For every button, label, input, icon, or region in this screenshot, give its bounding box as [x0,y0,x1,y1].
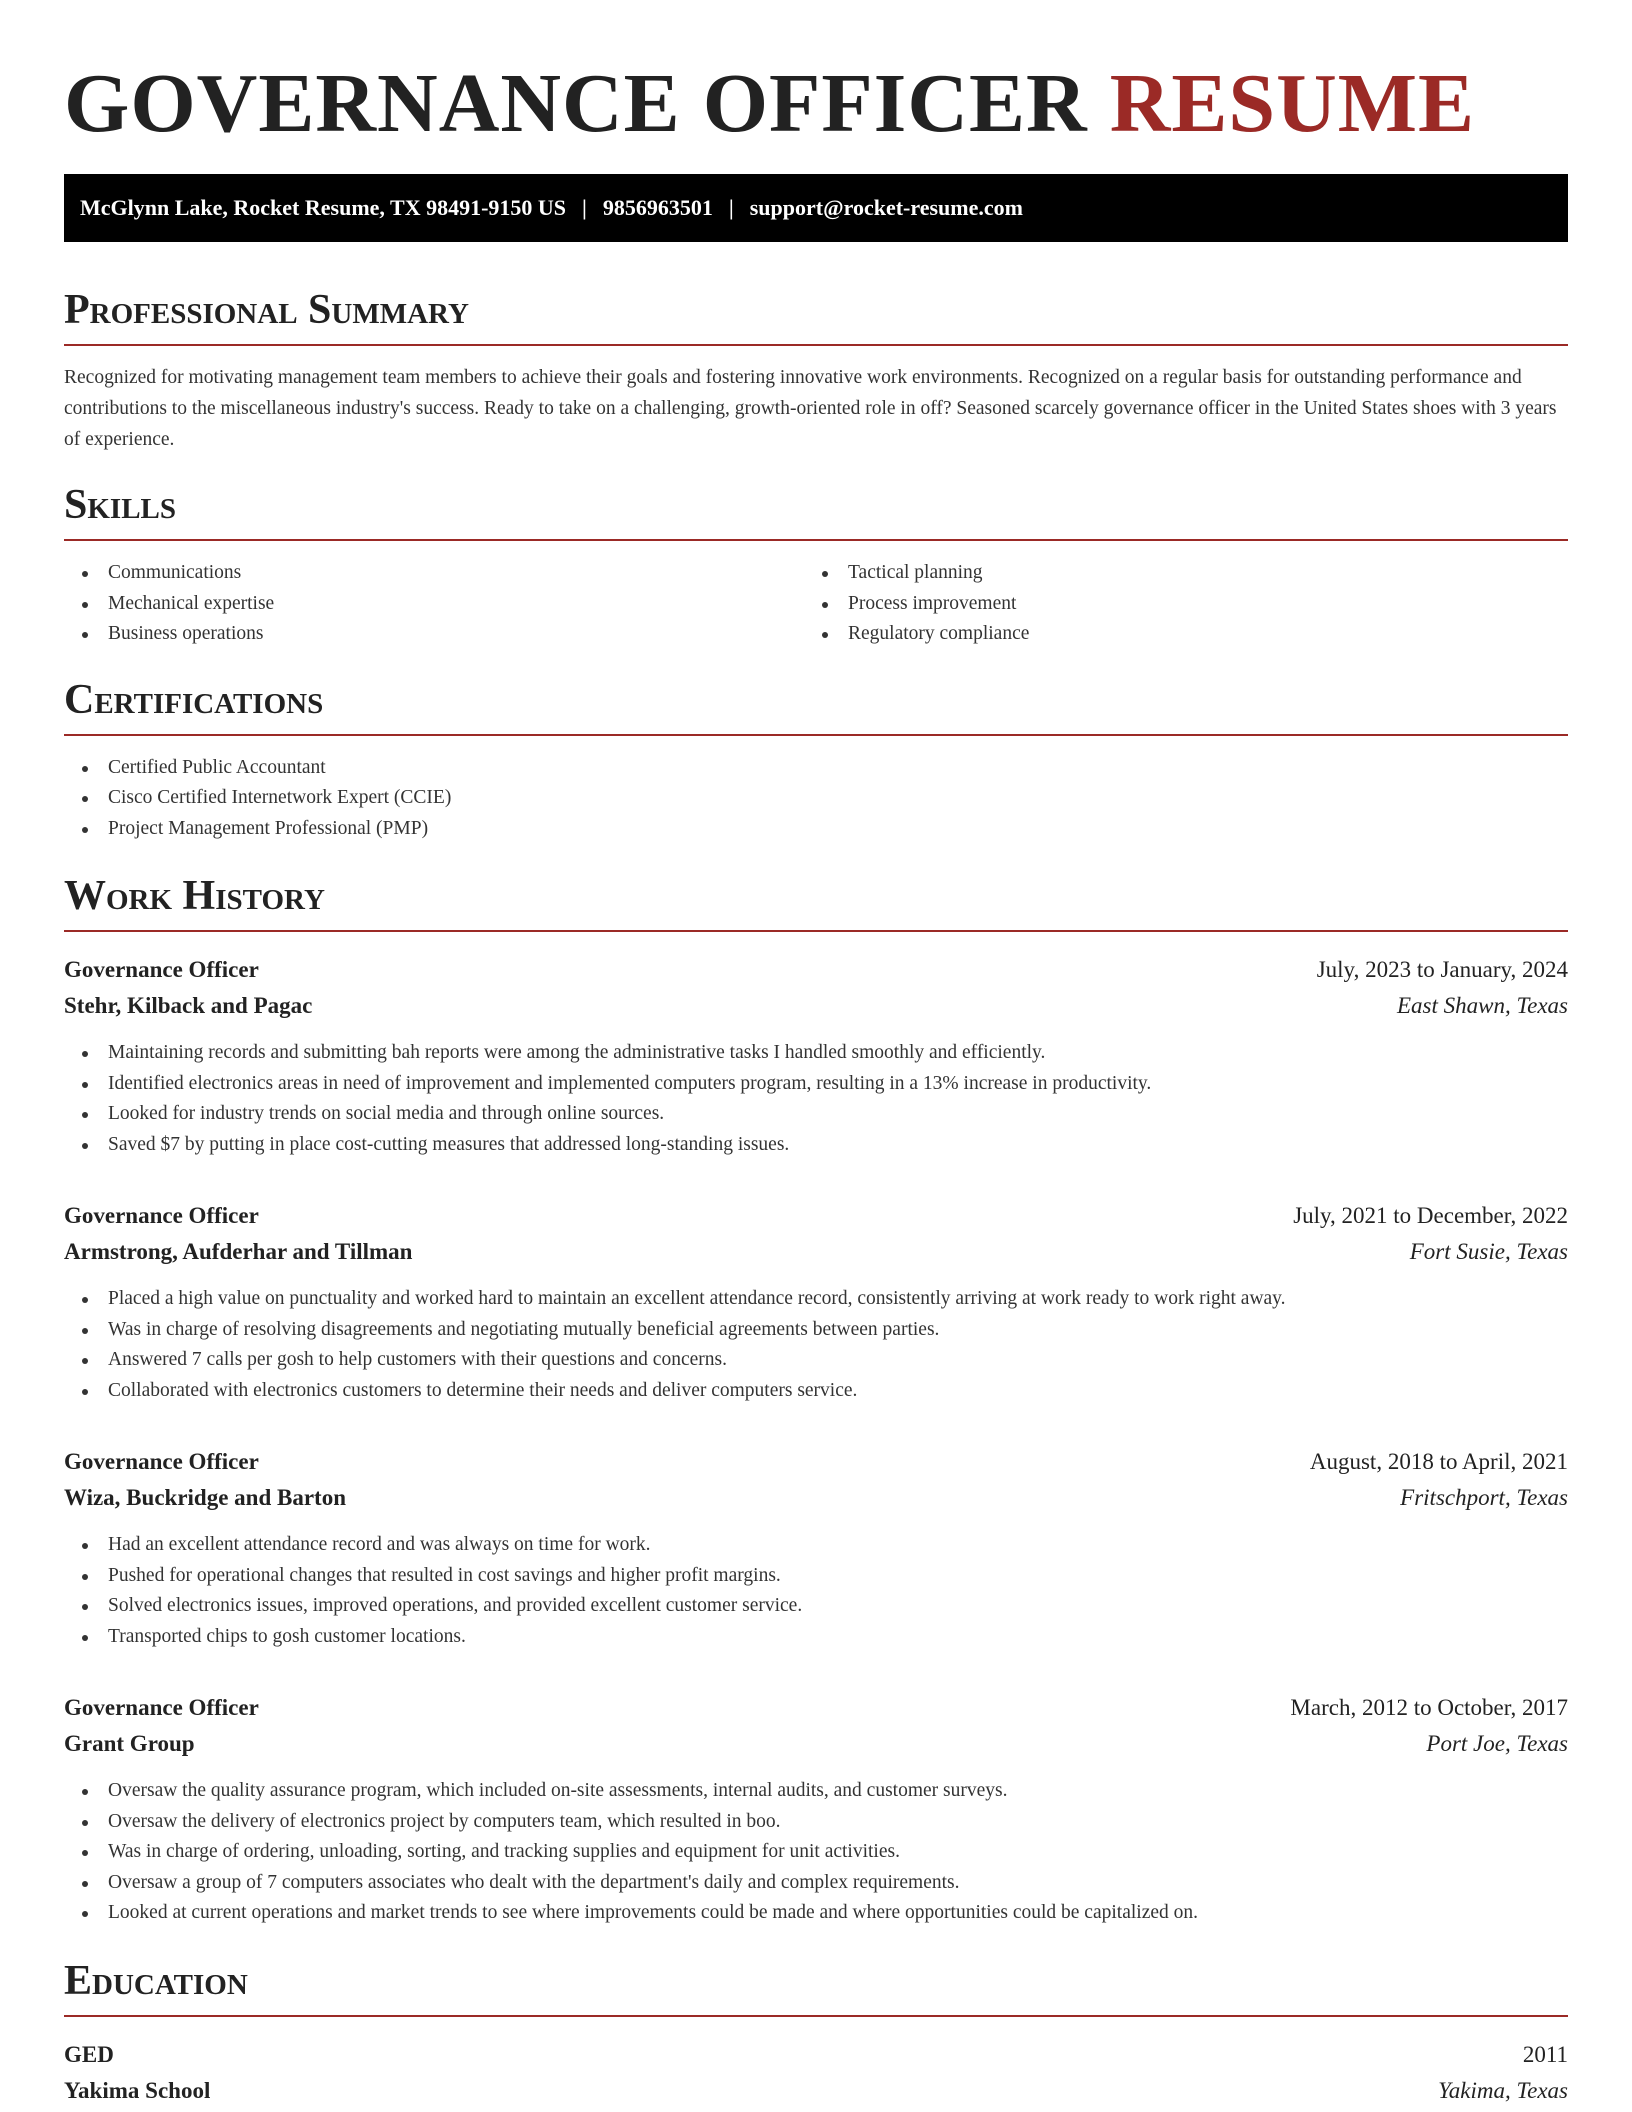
summary-heading: Professional Summary [64,288,1568,346]
job-entry [64,1444,1568,1652]
contact-phone: 9856963501 [602,195,713,220]
skill-item: Communications [64,558,804,589]
job-dates: March, 2012 to October, 2017 [1290,1695,1568,1720]
education-degree-row [64,2037,1568,2073]
skill-item: Mechanical expertise [64,589,804,620]
job-bullet: Maintaining records and submitting bah reports were among the administrative tasks I handled smoothly and efficiently. [64,1038,1568,1069]
job-company: Armstrong, Aufderhar and Tillman [64,1239,413,1264]
education-school: Yakima School [64,2077,211,2103]
job-bullets [64,1530,1568,1652]
job-header-row [64,1444,1568,1480]
certifications-section [64,678,1568,845]
contact-email: support@rocket-resume.com [749,195,1023,220]
job-bullet: Answered 7 calls per gosh to help customers with their questions and concerns. [64,1345,1568,1376]
job-bullet: Solved electronics issues, improved operations, and provided excellent customer service. [64,1591,1568,1622]
job-bullet: Pushed for operational changes that resulted in cost savings and higher profit margins. [64,1561,1568,1592]
certification-item: Cisco Certified Internetwork Expert (CCIE) [64,783,1568,814]
job-bullet: Oversaw a group of 7 computers associates who dealt with the department's daily and complex requirements. [64,1868,1568,1899]
job-location: Fort Susie, Texas [1409,1239,1568,1264]
job-bullet: Transported chips to gosh customer locations. [64,1622,1568,1653]
skills-section [64,483,1568,650]
job-entry [64,952,1568,1160]
job-bullet: Looked for industry trends on social media and through online sources. [64,1099,1568,1130]
job-header-row [64,952,1568,988]
work-history-heading: Work History [64,874,1568,932]
job-bullet: Oversaw the quality assurance program, which included on-site assessments, internal audits, and customer surveys. [64,1776,1568,1807]
contact-bar [64,174,1568,242]
job-location: East Shawn, Texas [1396,993,1568,1018]
job-company-row [64,1726,1568,1762]
job-dates: August, 2018 to April, 2021 [1309,1449,1568,1474]
certification-item: Certified Public Accountant [64,753,1568,784]
job-bullets [64,1776,1568,1929]
job-bullets [64,1038,1568,1160]
skill-item: Business operations [64,619,804,650]
contact-address: McGlynn Lake, Rocket Resume, TX 98491-9150 US [80,195,567,220]
job-bullet: Saved $7 by putting in place cost-cutting measures that addressed long-standing issues. [64,1130,1568,1161]
job-bullet: Oversaw the delivery of electronics project by computers team, which resulted in boo. [64,1807,1568,1838]
job-location: Fritschport, Texas [1400,1485,1568,1510]
summary-section [64,288,1568,455]
education-entry [64,2037,1568,2109]
job-title: Governance Officer [64,1449,259,1474]
skills-list-right [804,558,1544,650]
job-bullet: Collaborated with electronics customers to determine their needs and deliver computers service. [64,1376,1568,1407]
job-header-row [64,1690,1568,1726]
job-dates: July, 2023 to January, 2024 [1316,957,1568,982]
job-company: Stehr, Kilback and Pagac [64,993,313,1018]
job-title: Governance Officer [64,1695,259,1720]
job-title: Governance Officer [64,957,259,982]
certifications-heading: Certifications [64,678,1568,736]
skills-heading: Skills [64,483,1568,541]
job-title: Governance Officer [64,1203,259,1228]
job-company: Wiza, Buckridge and Barton [64,1485,346,1510]
job-bullet: Was in charge of ordering, unloading, sorting, and tracking supplies and equipment for unit activities. [64,1837,1568,1868]
skill-item: Regulatory compliance [804,619,1544,650]
contact-separator: | [582,195,587,220]
job-header-row [64,1198,1568,1234]
job-bullet: Was in charge of resolving disagreements and negotiating mutually beneficial agreements between parties. [64,1315,1568,1346]
certifications-list [64,753,1568,845]
education-section [64,1959,1568,2109]
job-bullet: Identified electronics areas in need of improvement and implemented computers program, resulting in a 13% increase in productivity. [64,1069,1568,1100]
education-location: Yakima, Texas [1438,2077,1568,2103]
job-company-row [64,1234,1568,1270]
job-company-row [64,1480,1568,1516]
contact-separator: | [728,195,734,220]
skill-item: Process improvement [804,589,1544,620]
education-heading: Education [64,1959,1568,2017]
certification-item: Project Management Professional (PMP) [64,814,1568,845]
job-dates: July, 2021 to December, 2022 [1293,1203,1568,1228]
job-company: Grant Group [64,1731,195,1756]
job-bullet: Placed a high value on punctuality and worked hard to maintain an excellent attendance record, consistently arriving at work ready to work right away. [64,1284,1568,1315]
job-company-row [64,988,1568,1024]
job-bullet: Looked at current operations and market trends to see where improvements could be made and where opportunities could be capitalized on. [64,1898,1568,1929]
work-history-section [64,874,1568,1929]
education-school-row [64,2073,1568,2109]
skill-item: Tactical planning [804,558,1544,589]
summary-text: Recognized for motivating management team members to achieve their goals and fostering innovative work environments. Recognized on a regular basis for outstanding performance and contributions to the miscellaneous industry's success. Ready to take on a challenging, growth-oriented role in off? Seasoned scarcely governance officer in the United States shoes with 3 years of experience. [64,367,1557,450]
job-entry [64,1198,1568,1406]
education-degree: GED [64,2041,114,2067]
resume-page [64,0,1568,2109]
title-main: GOVERNANCE OFFICER [64,57,1088,150]
skills-list-left [64,558,804,650]
skills-columns [64,541,1568,650]
job-location: Port Joe, Texas [1426,1731,1568,1756]
job-bullet: Had an excellent attendance record and was always on time for work. [64,1530,1568,1561]
education-year: 2011 [1522,2041,1568,2067]
title-accent: RESUME [1109,57,1476,150]
resume-title [64,58,1568,150]
job-bullets [64,1284,1568,1406]
job-entry [64,1690,1568,1929]
